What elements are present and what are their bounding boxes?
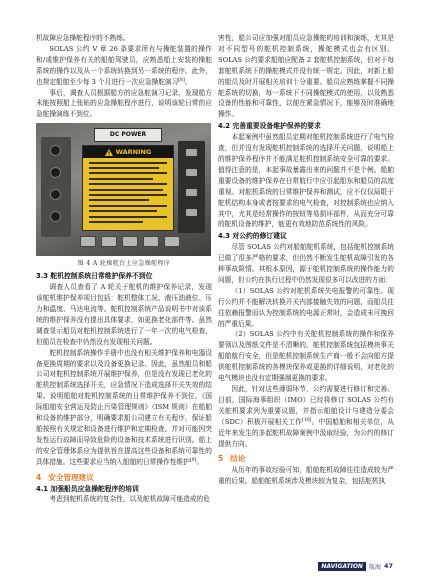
paragraph: 尽管 SOLAS 公约对船舶舵机系统，包括舵机控制系统已做了很多严格的要求，但仍然不断发生舵机故障引发的各种事故险情。其根本原因，源于舵机控制系统的操作能力的问题，但公约在执行过程中仍然发现很多可以改进的方面： bbox=[218, 243, 394, 284]
section-number: 5 bbox=[218, 454, 224, 464]
page-number: 47 bbox=[383, 562, 393, 570]
sign-text-line bbox=[89, 178, 153, 180]
journal-name-en: NAVIGATION bbox=[318, 562, 366, 571]
paragraph-text: SOLAS 公约 V 章 26 条要求所有与操舵装置的操作和/或维护保养有关的船舶驾驶员，应熟悉船上安装的操舵系统的操作以及从一个系统转换到另一系统的程序。此外，也规定船舶至少每 3 个月进行一次应急操舵演习 bbox=[36, 44, 212, 86]
paragraph-text: 。 bbox=[184, 77, 192, 86]
paragraph: （1）SOLAS 公约对舵机系统失电报警的可靠性。现行公约并不能解决转换开关内部接触失效的问题，而船员往往依赖报警而认为控制系统的电源正常时，会造成未可挽回的严重后果。 bbox=[218, 286, 394, 328]
paragraph-text: 。 bbox=[196, 457, 204, 466]
toggle-switch-icon bbox=[186, 149, 197, 156]
paragraph bbox=[36, 44, 212, 88]
warning-sign-title: WARNING bbox=[115, 148, 152, 157]
warning-sign bbox=[82, 145, 174, 231]
paragraph-text: 。中国船舶和相关单位，从近年来发生的多起舵机故障案例中汲取经验，为公约的修订提供方向。 bbox=[218, 417, 394, 448]
console-button-icon bbox=[143, 236, 159, 247]
console-button-icon bbox=[80, 236, 96, 247]
section-heading-4 bbox=[36, 472, 212, 483]
paragraph: 考虑到舵机系统的复杂性，以及舵机故障可能造成的危 bbox=[49, 495, 210, 504]
sign-text-line bbox=[89, 167, 159, 169]
console-button-icon bbox=[101, 236, 117, 247]
warning-triangle-icon bbox=[105, 149, 113, 156]
section-number: 4 bbox=[36, 472, 42, 482]
toggle-switch-icon bbox=[186, 189, 197, 196]
sign-text-line bbox=[89, 162, 167, 164]
right-column bbox=[218, 33, 394, 559]
sign-text-line bbox=[89, 205, 167, 207]
knob-icon bbox=[50, 167, 61, 178]
sign-text-line bbox=[89, 210, 157, 212]
dc-power-plate: DC POWER bbox=[94, 128, 162, 142]
console-button-row bbox=[80, 236, 180, 247]
console-button-icon bbox=[164, 236, 180, 247]
sign-text-line bbox=[89, 183, 167, 185]
paragraph bbox=[218, 384, 394, 449]
paragraph: （2）SOLAS 公约中有关舵机控制系统的操作和保养要领以及图纸文件是不清晰的。舵机控制系统包括模块事关船舶航行安全，但是舵机控制系统生产商一般不会向船方提供舵机控制系统的各模块保养或更换的详细说明，对老化的电气模块也没有定期强制更换的要求。 bbox=[218, 330, 394, 383]
paragraph: 事后，调查人员根据船方的应急舵演习记录，发现船方未能按照船上张贴的应急操舵程序进行，说明该轮日常的应急舵操演练不到位。 bbox=[36, 88, 212, 119]
figure-4 bbox=[36, 123, 212, 268]
sign-text-line bbox=[89, 221, 143, 223]
knob-icon bbox=[50, 211, 61, 222]
paragraph: 从历年的事故经验可知，船舶舵机故障往往造成较为严重的后果。船舶舵机系统涉及模块较为复杂，包括舵机执 bbox=[218, 466, 394, 486]
citation-ref: [10] bbox=[302, 417, 312, 423]
paragraph: 调查人员查看了 A 轮关于舵机的维护保养记录，发现该舵机维护保养项目包括：舵机整体工况、液压油液位、压力和温度、马达电流等。舵机控制系统产品说明书中对该系统的维护保养没有提出具体要求，如更换老化部件等。虽然调查显示船员对舵机控制系统进行了一年一次的电气检查，但船员在检查中仍然没有发现相关问题。 bbox=[36, 283, 212, 346]
citation-ref: [9] bbox=[189, 457, 197, 463]
citation-ref: [8] bbox=[178, 77, 185, 83]
section-heading-5 bbox=[218, 453, 394, 464]
section-title: 结论 bbox=[230, 454, 246, 464]
knob-icon bbox=[50, 145, 61, 156]
console-left-panel bbox=[41, 137, 71, 237]
figure-caption: 图 4 A 轮操舵台上应急操舵程序 bbox=[77, 260, 171, 268]
section-heading-3-3: 3.3 舵机控制系统日常维护保养不到位 bbox=[36, 272, 153, 281]
knob-icon bbox=[50, 189, 61, 200]
steering-console-photo bbox=[36, 123, 211, 256]
page-footer bbox=[318, 561, 393, 571]
left-column bbox=[36, 33, 212, 559]
paragraph-text: 舵机控制系统操作手册中也没有相关维护保养和电器设备更换周期的要求以及设备更换记录。因此，虽然船员和船公司对舵机控制系统开展维护保养，但是没有发现已老化的舵机控制系统选择开关，应急情况下造成选择开关失效的结果。说明船舶对舵机控制系统的日常维护保养不到位。《国际船舶安全营运及防止污染管理规则》（ISM 规则）在船舶和设备的维护部分，明确要求船公司建立有关程序，保证船舶按照有关规定和设备进行维护和定期检查。并对可能因突发性运行故障而导致危险的设备和技术系统进行识别。船上的安全管理体系应为提供旨在提高这些设备和系统可靠性的具体措施。这些要求应当纳入船舶的日常操作性维护 bbox=[36, 348, 212, 466]
toggle-switch-icon bbox=[186, 209, 197, 216]
journal-name-cn: 航海 bbox=[368, 563, 381, 571]
paragraph-text: 因此，针对这些薄弱环节，公约需要进行修订和完善。目前，国际海事组织（IMO）已经将修订 SOLAS 公约有关舵机要求列为重要议题，并指示船舶设计与建造分委会（SDC）积极开展相关工作 bbox=[218, 385, 394, 426]
sign-text-line bbox=[89, 189, 163, 191]
sign-text-line bbox=[89, 194, 167, 196]
toggle-switch-icon bbox=[186, 169, 197, 176]
paragraph: 害性，船公司应加强对船员应急操舵的培训和演练，尤其是对不同型号的舵机控制系统，操舵模式也会有区别。SOLAS 公约要求船舶应配备 2 套舵机控制系统，但对于每套舵机系统下的操舵模式并没有统一规定。因此，对新上船的船员及时开展相关培训十分重要。船员应熟练掌握不同操舵系统的切换，每一系统下不同操舵模式的使用，以及熟悉设备的性能和可靠性，以便在紧急情况下，能够及时准确地操作。 bbox=[218, 34, 394, 119]
section-heading-4-1: 4.1 加强船员应急操舵程序的培训 bbox=[36, 484, 139, 493]
sign-text-line bbox=[89, 172, 167, 174]
section-heading-4-3: 4.3 对公约的修订建议 bbox=[218, 232, 287, 241]
section-title: 安全管理建议 bbox=[48, 472, 94, 482]
warning-sign-header bbox=[83, 146, 173, 158]
sign-text-line bbox=[89, 216, 167, 218]
paragraph bbox=[36, 348, 212, 468]
console-button-icon bbox=[122, 236, 138, 247]
section-heading-4-2: 4.2 完善重要设备维护保养的要求 bbox=[218, 122, 321, 131]
sign-text-line bbox=[89, 199, 149, 201]
paragraph: 机故障应急操舵程序的不熟练。 bbox=[36, 34, 130, 42]
console-switch-panel bbox=[178, 141, 205, 233]
paragraph: 本起案例中虽然船员定期对舵机控制系统进行了电气检查，但并没有发现舵机控制系统的选择开关问题，说明船上的维护保养程序并不能满足舵机控制系统安全可靠的要求。值得注意的是，本起事故暴露出来的问题并不是个例。船舶重要设备的维护保养在日常航行中应引起船东和船员的高度重视。对舵机系统的日常维护保养和测试，应不仅仅局限于舵机结构本身或者按要求的电气检查，对控制系统也应纳入其中，尤其是经常操作的按钮等易损坏部件，从而充分可靠的舵机设备的维护，能更有效地防范系统性的风险。 bbox=[218, 133, 394, 229]
